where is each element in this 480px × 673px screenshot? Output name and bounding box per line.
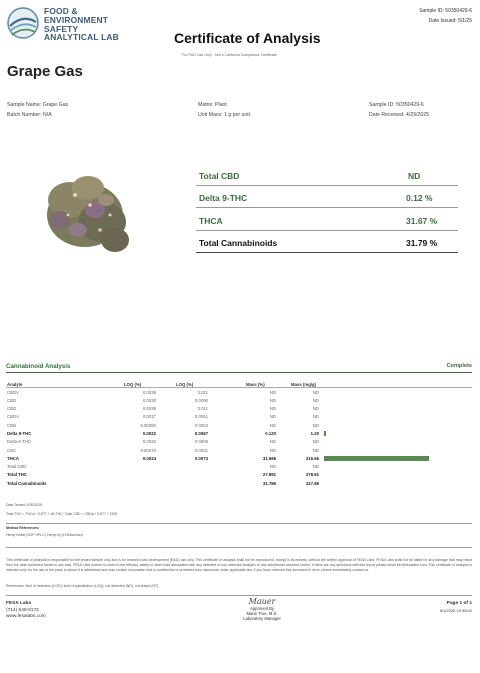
logo-line: SAFETY	[44, 23, 79, 34]
table-cell-mg: 316.66	[305, 455, 319, 461]
divider	[6, 547, 472, 548]
summary-row-thca	[196, 208, 458, 231]
info-col-right	[369, 100, 429, 120]
table-cell-analyte: CBC	[7, 447, 17, 453]
sample-name: Sample Name: Grape Gas	[7, 102, 69, 108]
column-header: Mass (%)	[246, 381, 265, 387]
table-cell-loq: 0.0020	[142, 439, 156, 445]
lab-logo-icon	[6, 6, 40, 44]
table-cell-lod: 0.0005	[194, 439, 208, 445]
table-cell-lod: 0.0051	[194, 414, 208, 420]
table-cell-mg: 317.86	[305, 480, 319, 486]
summary-value: 0.12 %	[406, 193, 433, 203]
table-cell-loq: 0.0024	[142, 455, 156, 461]
table-cell-mg: ND	[312, 397, 319, 403]
references: References: limit of detection (LOD), limit of quantitation (LOQ), not detected (ND), not tested (NT)	[6, 584, 159, 588]
approver-title: Laboratory Manager	[243, 616, 281, 622]
table-cell-pct: 31.786	[262, 480, 276, 486]
divider	[6, 595, 472, 596]
table-cell-pct: ND	[269, 447, 276, 453]
column-header: LOQ (%)	[176, 381, 194, 387]
table-row	[6, 479, 472, 487]
table-cell-analyte: CBG	[7, 406, 17, 412]
table-cell-mg: 278.91	[305, 472, 319, 478]
table-row	[6, 421, 472, 429]
summary-row-total-cannabinoids	[196, 231, 458, 254]
table-cell-pct: ND	[269, 389, 276, 395]
summary-row-delta9	[196, 186, 458, 209]
disclaimer: This certificate of analysis is responsible for the tested sample only and is for research and development (R&D) use only. This certificate of analysis shall not be reproduced, except in its entirety, without the written approval of FESA Labs. FESA Labs shall not be liable for any damage that may result from the data contained herein in any way. FESA Labs makes no claim to the efficacy, safety or other risks associated with any detected or non-detected analytes or any substances reported herein. If there are any questions with this report please email info@fesalabs.com. This certificate of analysis is intended only for the use of the party to whom it is addressed and may contain information that is confidential or protected from disclosure under applicable law. If you have received this document in error, please immediately contact us.	[6, 558, 472, 573]
approval-block	[232, 597, 292, 622]
analysis-status: Complete	[446, 363, 472, 369]
table-cell-loq: 0.0022	[142, 430, 156, 436]
table-cell-lod: 0.011	[197, 389, 208, 395]
table-body	[6, 388, 472, 488]
logo-line: FOOD &	[44, 6, 78, 16]
logo-line: ENVIRONMENT	[44, 14, 109, 25]
page-number: Page 1 of 1	[446, 601, 472, 606]
logo-line: ANALYTICAL LAB	[44, 32, 119, 43]
summary-label: Total CBD	[199, 170, 240, 181]
summary-row-total-cbd	[196, 163, 458, 186]
table-cell-loq: 0.00080	[140, 422, 156, 428]
table-cell-loq: 0.0030	[142, 397, 156, 403]
table-row	[6, 413, 472, 421]
table-cell-lod: 0.0090	[194, 397, 208, 403]
table-cell-analyte: CBD	[7, 397, 17, 403]
signature: Mauer	[248, 597, 276, 606]
table-cell-lod: 0.0021	[194, 447, 208, 453]
mass-bar	[324, 456, 429, 461]
table-cell-pct: ND	[269, 439, 276, 445]
unit-mass: Unit Mass: 1 g per unit	[198, 112, 250, 118]
total-formula: Total THC = THCa * 0.877 + d9-THC; Total CBD = CBDa * 0.877 + CBD	[6, 512, 118, 516]
date-tested: Date Tested: 4/30/2025	[6, 503, 43, 507]
lab-logo-text	[44, 7, 119, 42]
header-date-issued: Date Issued: 5/1/25	[428, 18, 472, 24]
table-cell-lod: 0.0024	[194, 422, 208, 428]
table-cell-mg: ND	[312, 439, 319, 445]
column-header: LOQ (%)	[124, 381, 142, 387]
table-cell-pct: 0.120	[265, 430, 276, 436]
approver-name: Marie True, M.S.	[246, 611, 278, 617]
summary-label: Total Cannabinoids	[199, 238, 278, 248]
product-photo	[40, 160, 140, 260]
table-cell-pct: ND	[269, 414, 276, 420]
table-cell-analyte: Total CBD	[7, 464, 27, 470]
summary-label: Delta 9-THC	[199, 193, 248, 203]
summary-label: THCA	[199, 215, 223, 226]
table-cell-pct: ND	[269, 397, 276, 403]
table-cell-mg: ND	[312, 414, 319, 420]
analysis-title: Cannabinoid Analysis	[6, 363, 71, 370]
footer-page-info	[440, 601, 472, 614]
date-received: Date Received: 4/29/2025	[369, 112, 429, 118]
report-timestamp: 5/1/2025 19:35:02	[439, 607, 472, 613]
table-row	[6, 454, 472, 462]
summary-value: ND	[408, 170, 421, 181]
table-cell-pct: ND	[269, 464, 276, 470]
lab-logo	[6, 6, 161, 46]
lab-phone: (714) 640-0172	[6, 607, 39, 613]
table-cell-loq: 0.00070	[140, 447, 156, 453]
table-cell-loq: 0.0038	[142, 406, 156, 412]
header-sample-id: Sample ID: 50350429-6	[419, 8, 472, 14]
table-cell-mg: ND	[312, 422, 319, 428]
table-cell-pct: ND	[269, 422, 276, 428]
certificate-title: Certificate of Analysis	[174, 30, 321, 46]
batch-number: Batch Number: N/A	[7, 112, 52, 118]
header-meta	[419, 6, 472, 26]
table-cell-analyte: Total Cannabinoids	[7, 480, 47, 486]
table-cell-pct: ND	[269, 406, 276, 412]
lab-website[interactable]: www.fesalabs.com	[6, 614, 46, 619]
table-cell-analyte: Delta 9-THC	[7, 430, 32, 436]
method-title: Method References:	[6, 526, 40, 530]
mass-bar	[324, 431, 326, 436]
divider	[6, 523, 472, 524]
approved-by: Approved By	[250, 606, 274, 611]
table-cell-analyte: Total THC	[7, 472, 27, 478]
info-sample-id: Sample ID: 50350429-6	[369, 102, 424, 108]
table-cell-mg: 1.20	[310, 430, 319, 436]
method-text: Hemp Instar (SOP HPLC) Hemp by (H-Detection)	[6, 533, 83, 537]
footer-lab	[6, 601, 46, 621]
potency-summary	[196, 163, 458, 253]
table-row	[6, 388, 472, 396]
analysis-divider	[6, 372, 472, 373]
table-cell-analyte: Delta 8-THC	[7, 439, 31, 445]
table-cell-loq: 0.0017	[142, 414, 156, 420]
table-row	[6, 471, 472, 479]
product-name: Grape Gas	[7, 63, 83, 80]
table-cell-pct: 31.666	[262, 455, 276, 461]
summary-value: 31.79 %	[406, 238, 438, 248]
table-cell-mg: ND	[312, 389, 319, 395]
info-col-middle	[198, 100, 250, 120]
table-cell-analyte: CBDV	[7, 389, 19, 395]
cannabinoid-table	[6, 380, 472, 488]
info-col-left	[7, 100, 68, 120]
table-header	[6, 380, 472, 388]
table-row	[6, 396, 472, 404]
column-header: Analyte	[7, 381, 23, 387]
table-cell-mg: ND	[312, 464, 319, 470]
table-cell-lod: 0.0067	[194, 430, 208, 436]
table-cell-analyte: CBDA	[7, 414, 19, 420]
certificate-subtitle: For R&D Use Only - Not a California Compliance Certificate	[182, 53, 277, 57]
table-cell-loq: 0.0035	[142, 389, 156, 395]
table-cell-lod: 0.0073	[194, 455, 208, 461]
table-cell-analyte: THCA	[7, 455, 19, 461]
lab-name: FESA Labs	[6, 601, 32, 606]
matrix: Matrix: Plant	[198, 102, 227, 108]
table-row	[6, 446, 472, 454]
table-cell-pct: 27.891	[262, 472, 276, 478]
table-row	[6, 438, 472, 446]
table-cell-lod: 0.011	[197, 406, 208, 412]
column-header: Mass (mg/g)	[291, 381, 317, 387]
table-cell-mg: ND	[312, 406, 319, 412]
summary-value: 31.67 %	[406, 215, 438, 226]
table-cell-analyte: CBN	[7, 422, 17, 428]
table-row	[6, 429, 472, 437]
table-row	[6, 405, 472, 413]
table-row	[6, 463, 472, 471]
table-cell-mg: ND	[312, 447, 319, 453]
